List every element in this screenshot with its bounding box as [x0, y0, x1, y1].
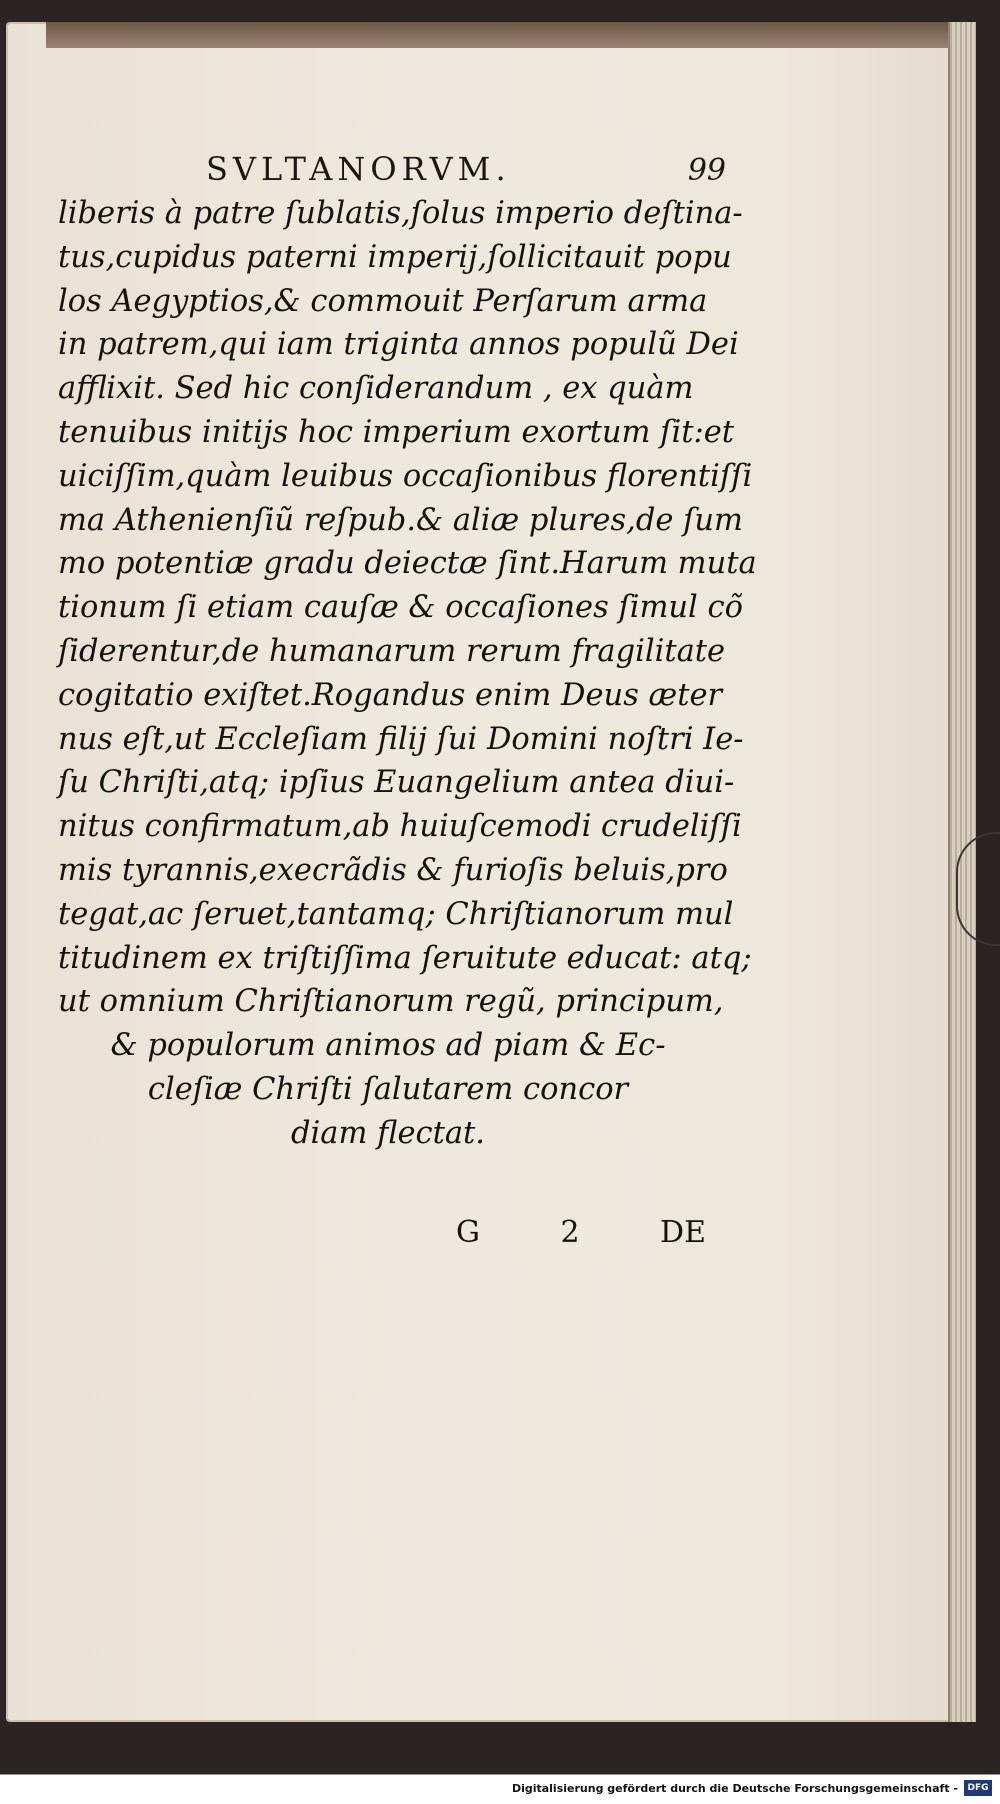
closing-line: & populorum animos ad piam & Ec-: [110, 1028, 666, 1064]
folio-number: 99: [687, 153, 726, 188]
body-text: [58, 192, 757, 1156]
text-line: ma Athenienſiũ reſpub.& aliæ plures,de ſum: [58, 502, 743, 538]
text-line: titudinem ex triſtiſſima ſeruitute educat: atq;: [58, 940, 752, 976]
text-line: ſiderentur,de humanarum rerum fragilitate: [58, 633, 726, 669]
digitization-notice: Digitalisierung gefördert durch die Deutsche Forschungsgemeinschaft -: [511, 1782, 958, 1795]
running-title: SVLTANORVM.: [206, 150, 511, 188]
text-line: afflixit. Sed hic conſiderandum , ex quàm: [58, 371, 694, 407]
signature-mark: G: [456, 1215, 480, 1250]
text-line: tenuibus initijs hoc imperium exortum ſit:et: [58, 414, 735, 450]
text-line: tus,cupidus paterni imperij,ſollicitauit popu: [58, 239, 732, 275]
book-page: [6, 22, 976, 1722]
text-line: nus eſt,ut Eccleſiam filij ſui Domini noſtri Ie-: [58, 721, 744, 757]
text-line: cogitatio exiſtet.Rogandus enim Deus æter: [58, 677, 723, 713]
text-line: ſu Chriſti,atq; ipſius Euangelium antea diui-: [58, 765, 735, 801]
signature-number: 2: [560, 1215, 580, 1250]
digitization-footer: [0, 1774, 1000, 1804]
text-line: mis tyrannis,execrãdis & furioſis beluis,pro: [58, 852, 728, 888]
closing-line: diam flectat.: [291, 1115, 485, 1151]
dfg-logo-icon: DFG: [964, 1780, 992, 1796]
text-line: in patrem,qui iam triginta annos populũ Dei: [58, 327, 739, 363]
text-line: los Aegyptios,& commouit Perſarum arma: [58, 283, 708, 319]
text-line: tegat,ac ſeruet,tantamq; Chriſtianorum mul: [58, 896, 734, 932]
text-line: ut omnium Chriſtianorum regũ, principum,: [58, 984, 724, 1020]
text-line: tionum ſi etiam cauſæ & occaſiones ſimul cõ: [58, 590, 743, 626]
page-clip: [956, 832, 1000, 946]
page-header: [206, 150, 726, 188]
text-line: liberis à patre ſublatis,ſolus imperio deſtina-: [58, 196, 743, 231]
closing-line: cleſiæ Chriſti ſalutarem concor: [147, 1071, 629, 1107]
text-line: nitus confirmatum,ab huiuſcemodi crudeliſſi: [58, 809, 742, 845]
binding-edge: [46, 22, 976, 48]
catchword: DE: [660, 1215, 706, 1250]
text-line: uiciſſim,quàm leuibus occaſionibus florentiſſi: [58, 458, 753, 494]
text-line: mo potentiæ gradu deiectæ ſint.Harum muta: [58, 546, 757, 582]
signature-line: [456, 1215, 706, 1250]
